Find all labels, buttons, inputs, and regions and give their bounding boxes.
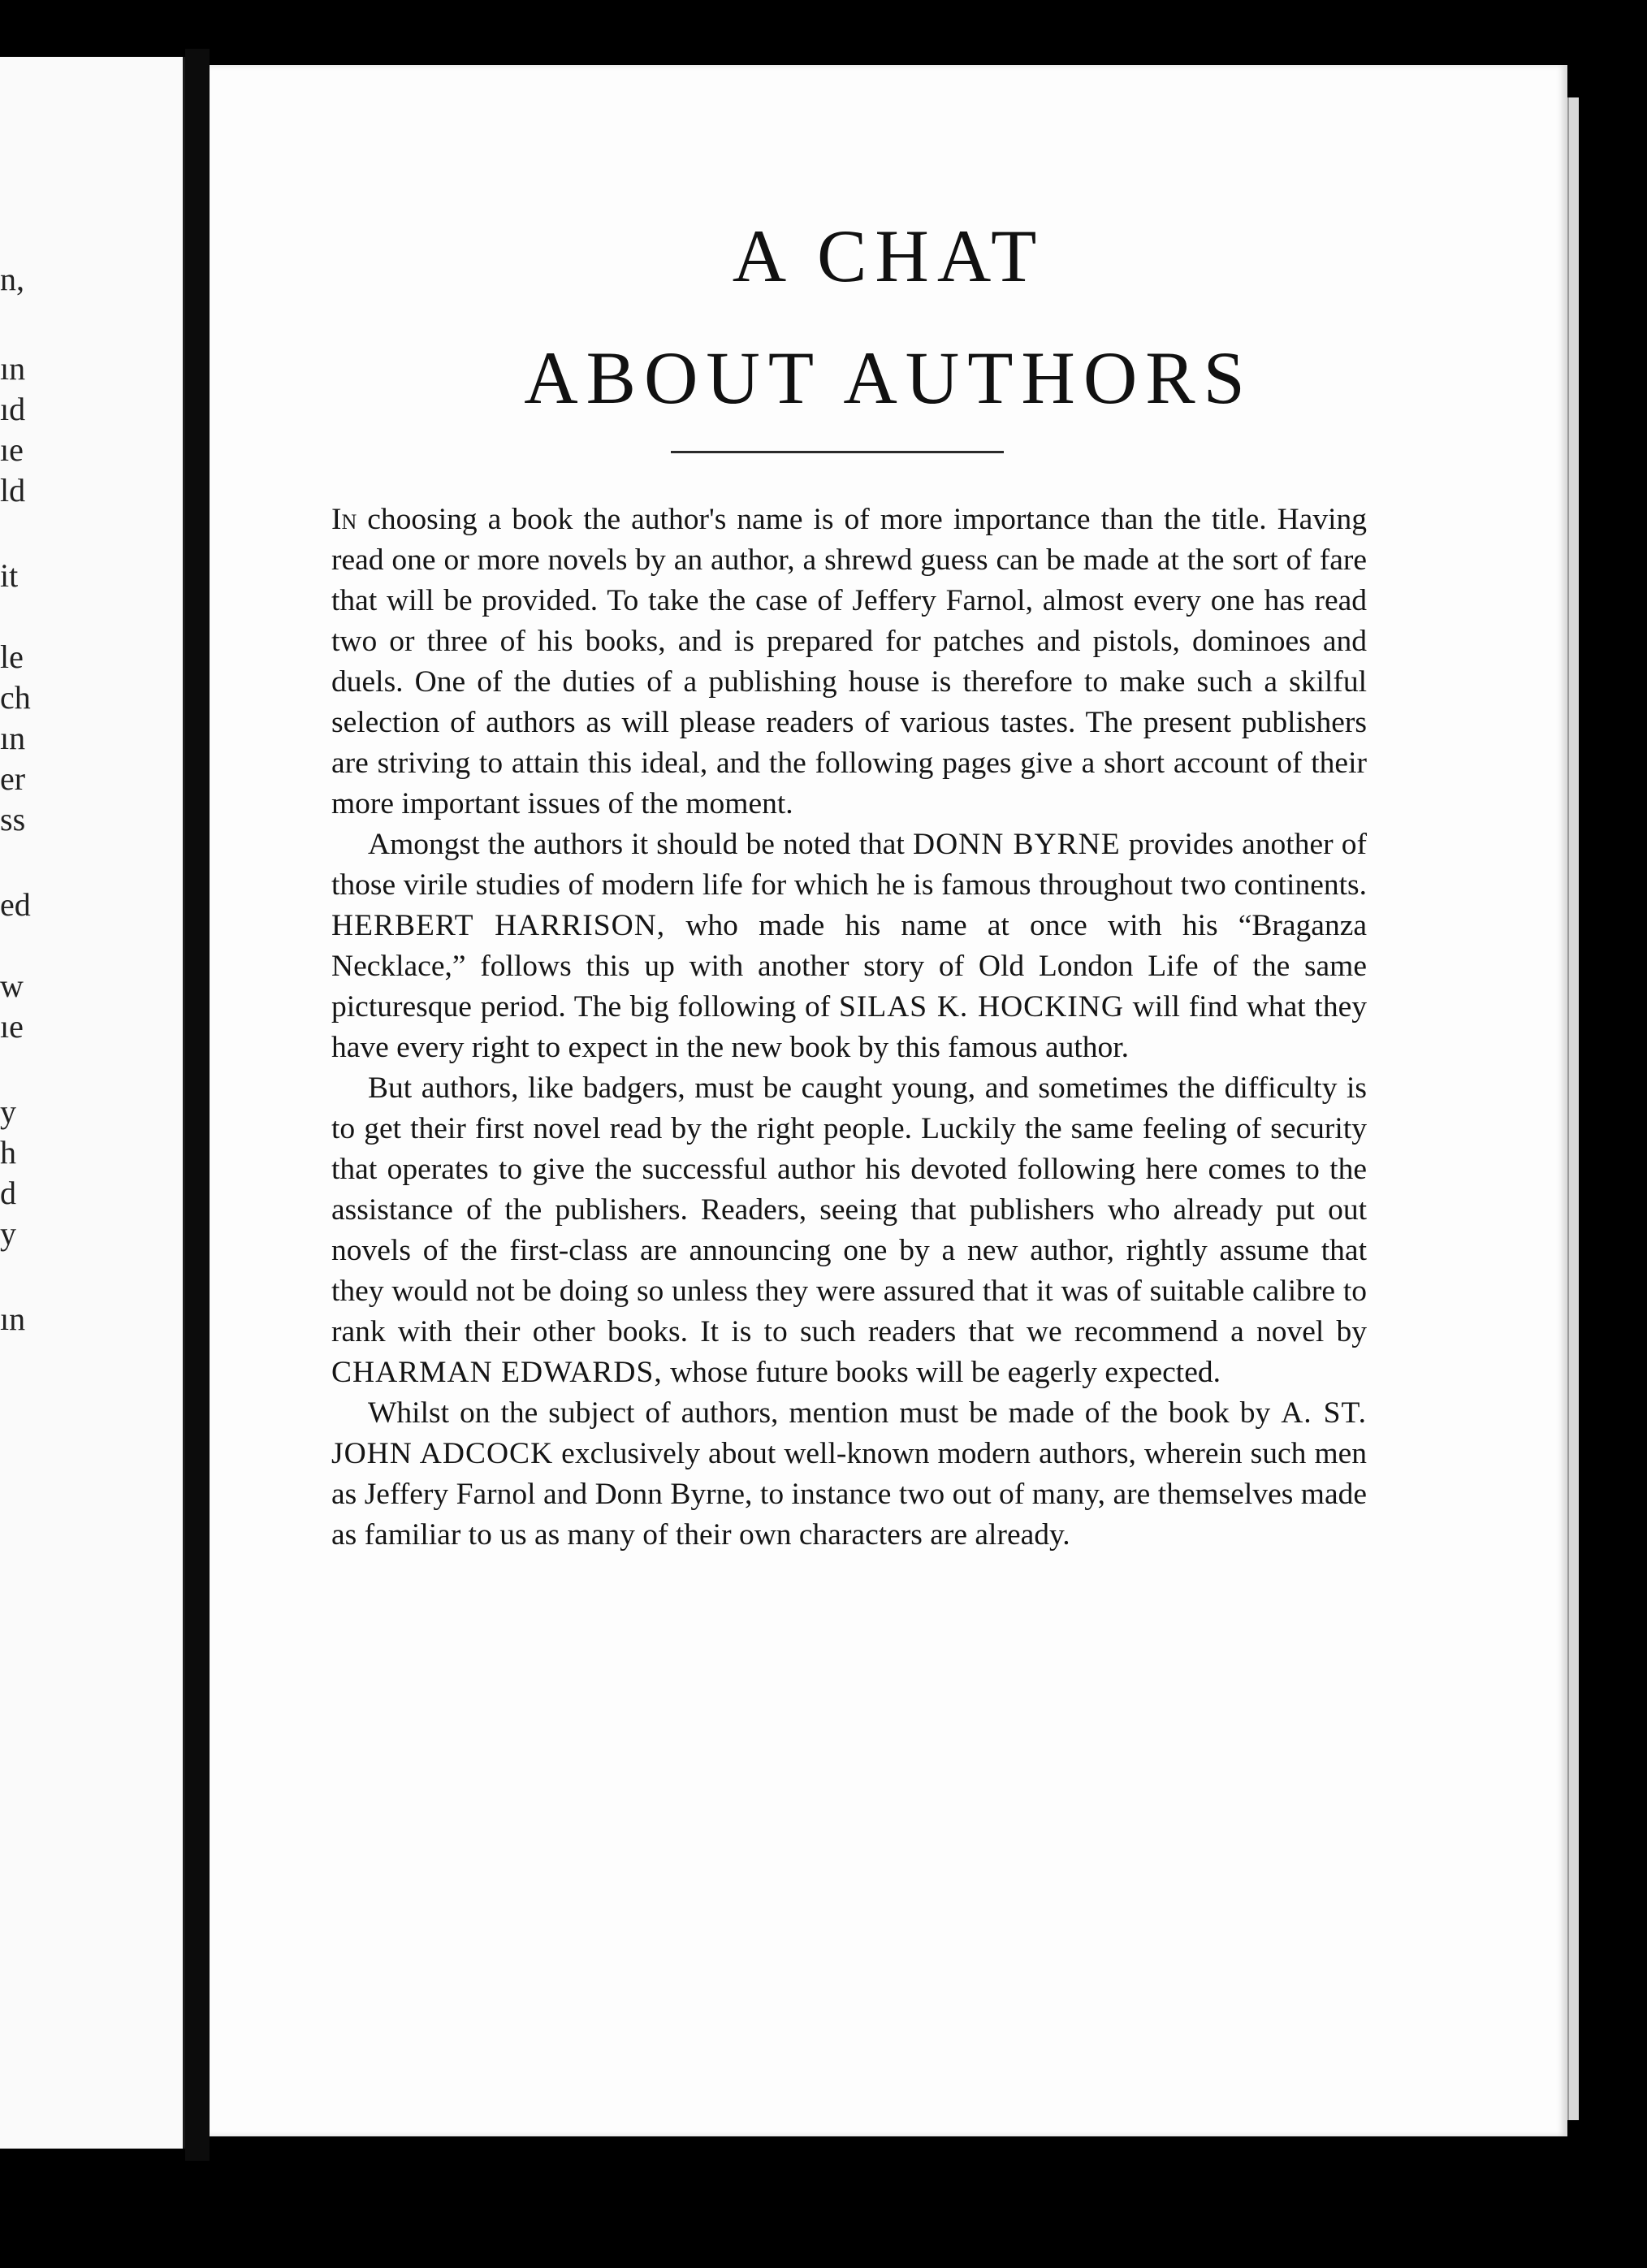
left-page-fragment: y bbox=[0, 1215, 16, 1252]
drop-lead-word: In bbox=[331, 503, 357, 536]
page-title bbox=[210, 195, 1567, 439]
paragraph-1 bbox=[331, 500, 1367, 825]
paragraph-text: But authors, like badgers, must be caught young, and sometimes the difficulty is to get their first novel read by the right people. Luckily the same feeling of security that operates to give the successful author his devoted following here comes to the assistance of the publishers. Readers, seeing that publishers who already put out novels of the first-class are announcing one by a new author, rightly assume that they would not be doing so unless they were assured that it was of suitable calibre to rank with their other books. It is to such readers that we recommend a novel by bbox=[331, 1071, 1367, 1348]
left-page-fragment: er bbox=[0, 760, 26, 797]
page-edge bbox=[1567, 97, 1579, 2120]
left-page-fragment: ıd bbox=[0, 391, 26, 427]
paragraph-text: who made his name at once with his “Braganza Necklace,” follows this up with another story of Old London Life of the same picturesque period. The big following of bbox=[331, 909, 1367, 1024]
left-page-fragment: ld bbox=[0, 472, 26, 509]
title-line-2: ABOUT AUTHORS bbox=[524, 336, 1253, 419]
left-page-fragment: n, bbox=[0, 261, 24, 297]
paragraph-text: choosing a book the author's name is of more importance than the title. Having read one or more novels by an author, a shrewd guess can be made at the sort of fare that will be provided. To take the case of Jeffery Farnol, almost every one has read two or three of his books, and is prepared for patches and pistols, dominoes and duels. One of the duties of a publishing house is therefore to make such a skilful selection of authors as will please readers of various tastes. The present publishers are striving to attain this ideal, and the following pages give a short account of their more important issues of the moment. bbox=[331, 503, 1367, 820]
left-page-fragment: it bbox=[0, 557, 19, 594]
paragraph-2 bbox=[331, 825, 1367, 1068]
author-name-silas-hocking: SILAS K. HOCKING bbox=[838, 990, 1124, 1024]
paragraph-4 bbox=[331, 1393, 1367, 1556]
paragraph-text: Whilst on the subject of authors, mention must be made of the book by bbox=[368, 1396, 1282, 1430]
title-line-1: A CHAT bbox=[732, 214, 1045, 297]
paragraph-text: will find what they have every right to expect in the new book by this famous author. bbox=[331, 990, 1367, 1064]
left-facing-page bbox=[0, 57, 185, 2149]
paragraph-text: whose future books will be eagerly expected. bbox=[662, 1356, 1221, 1389]
left-page-fragment: w bbox=[0, 967, 24, 1004]
paragraph-3 bbox=[331, 1068, 1367, 1393]
left-page-fragment: le bbox=[0, 638, 24, 675]
title-divider-rule bbox=[671, 451, 1004, 453]
book-spine-gap bbox=[185, 49, 210, 2161]
left-page-fragment: ss bbox=[0, 801, 26, 838]
main-page bbox=[210, 65, 1567, 2136]
author-name-charman-edwards: CHARMAN EDWARDS, bbox=[331, 1356, 663, 1389]
left-page-fragment: ıe bbox=[0, 1008, 24, 1045]
left-page-fragment: h bbox=[0, 1134, 16, 1171]
author-name-herbert-harrison: HERBERT HARRISON, bbox=[331, 909, 666, 942]
left-page-fragment: ch bbox=[0, 679, 31, 716]
paragraph-text: provides another of those virile studies of modern life for which he is famous throughout two continents. bbox=[331, 828, 1367, 902]
paragraph-text: Amongst the authors it should be noted that bbox=[368, 828, 913, 861]
author-name-donn-byrne: DONN BYRNE bbox=[913, 828, 1121, 861]
left-page-fragment: d bbox=[0, 1175, 16, 1211]
left-page-fragment: y bbox=[0, 1093, 16, 1130]
left-page-fragment: ın bbox=[0, 350, 26, 387]
left-page-fragment: ın bbox=[0, 720, 26, 756]
left-page-fragment: ed bbox=[0, 886, 31, 923]
left-page-fragment: ıe bbox=[0, 431, 24, 468]
author-name-st-john-adcock: A. ST. JOHN ADCOCK bbox=[331, 1396, 1367, 1470]
paragraph-text: exclusively about well-known modern authors, wherein such men as Jeffery Farnol and Donn Byrne, to instance two out of many, are themselves made as familiar to us as many of their own characters are already. bbox=[331, 1437, 1368, 1552]
article-body bbox=[331, 500, 1367, 1556]
left-page-fragment: ın bbox=[0, 1301, 26, 1337]
